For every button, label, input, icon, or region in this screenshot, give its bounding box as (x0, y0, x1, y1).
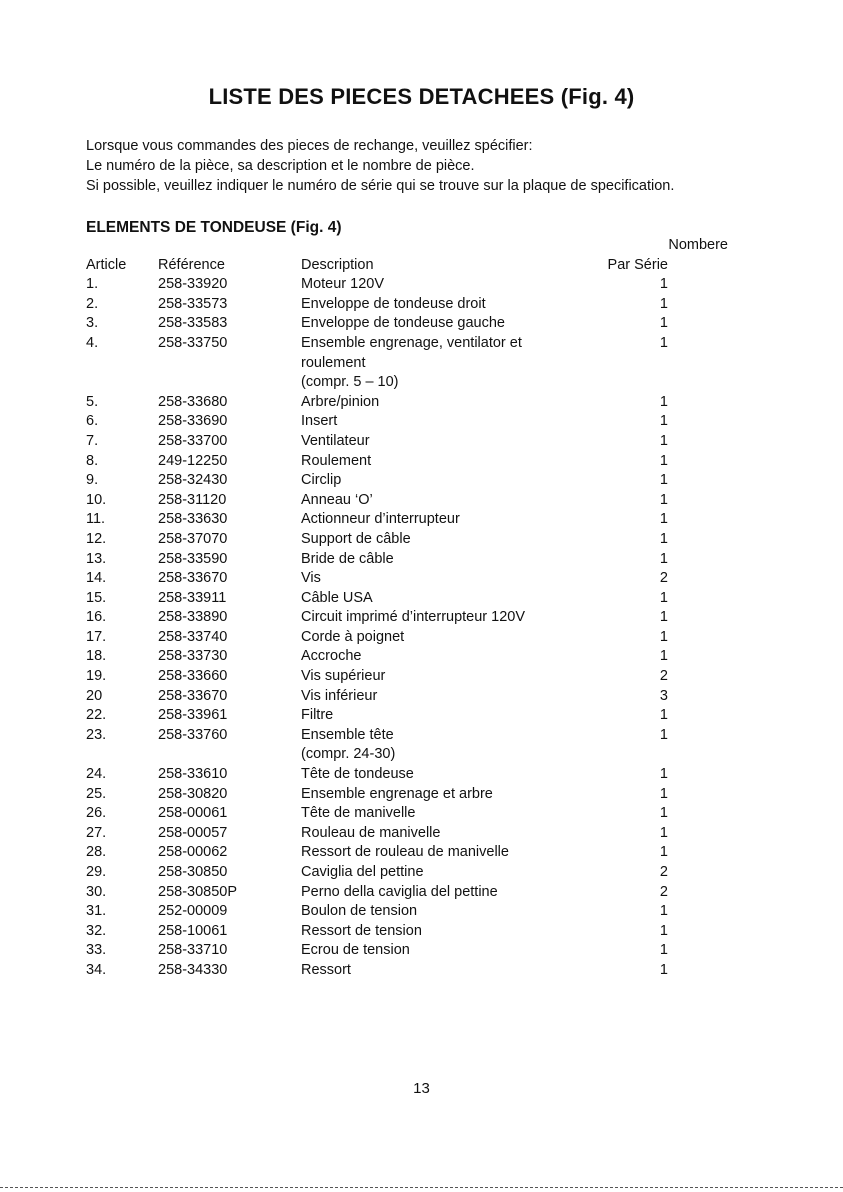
description-line: (compr. 5 – 10) (301, 374, 399, 391)
reference-number: 258-33730 (158, 648, 228, 665)
reference-number: 258-33920 (158, 276, 228, 293)
description-line: Tête de tondeuse (301, 766, 414, 783)
part-description (301, 589, 563, 609)
quantity: 1 (659, 413, 668, 430)
part-description (301, 530, 563, 550)
article-number: 33. (86, 942, 107, 959)
table-row (86, 922, 746, 942)
quantity: 1 (659, 276, 668, 293)
table-row (86, 432, 746, 452)
table-row (86, 608, 746, 628)
article-number: 24. (86, 766, 107, 783)
article-number: 1. (86, 276, 99, 293)
table-row (86, 491, 746, 511)
article-number: 30. (86, 883, 107, 900)
article-number: 20 (86, 687, 103, 704)
description-line: Vis inférieur (301, 687, 378, 704)
parts-table (86, 236, 746, 981)
table-row (86, 765, 746, 785)
article-number: 11. (86, 511, 106, 528)
table-row (86, 628, 746, 648)
table-row (86, 647, 746, 667)
article-number: 23. (86, 726, 107, 743)
quantity: 2 (659, 883, 668, 900)
part-description (301, 432, 563, 452)
table-row (86, 550, 746, 570)
part-description (301, 510, 563, 530)
description-line: Ensemble tête (301, 726, 394, 743)
description-line: Support de câble (301, 530, 411, 547)
table-row (86, 452, 746, 472)
article-number: 26. (86, 805, 107, 822)
reference-number: 258-00062 (158, 844, 228, 861)
reference-number: 258-33670 (158, 687, 228, 704)
article-number: 25. (86, 785, 107, 802)
intro-paragraph (86, 136, 786, 196)
quantity: 1 (659, 726, 668, 743)
part-description (301, 647, 563, 667)
reference-number: 258-30850P (158, 883, 238, 900)
reference-number: 258-32430 (158, 472, 228, 489)
part-description (301, 471, 563, 491)
article-number: 34. (86, 961, 107, 978)
description-line: Bride de câble (301, 550, 394, 567)
description-line: Insert (301, 413, 338, 430)
reference-number: 258-30820 (158, 785, 228, 802)
quantity: 1 (659, 432, 668, 449)
reference-number: 258-33710 (158, 942, 228, 959)
part-description (301, 334, 563, 393)
page-number: 13 (413, 1080, 430, 1097)
quantity: 1 (659, 550, 668, 567)
description-line: Tête de manivelle (301, 805, 416, 822)
article-number: 9. (86, 472, 99, 489)
quantity: 1 (659, 472, 668, 489)
part-description (301, 452, 563, 472)
part-description (301, 667, 563, 687)
reference-number: 258-33690 (158, 413, 228, 430)
description-line: Roulement (301, 452, 372, 469)
article-number: 19. (86, 668, 107, 685)
article-number: 18. (86, 648, 107, 665)
part-description (301, 491, 563, 511)
description-line: Accroche (301, 648, 362, 665)
reference-number: 258-33670 (158, 570, 228, 587)
part-description (301, 295, 563, 315)
reference-number: 258-00061 (158, 805, 228, 822)
article-number: 17. (86, 628, 107, 645)
article-number: 28. (86, 844, 107, 861)
table-row (86, 667, 746, 687)
description-line: Boulon de tension (301, 903, 418, 920)
quantity: 1 (659, 295, 668, 312)
header-quantity: Par Série (607, 256, 668, 273)
description-line: Enveloppe de tondeuse gauche (301, 315, 505, 332)
part-description (301, 706, 563, 726)
reference-number: 258-00057 (158, 824, 228, 841)
article-number: 2. (86, 295, 99, 312)
article-number: 3. (86, 315, 99, 332)
part-description (301, 961, 563, 981)
quantity: 1 (659, 609, 668, 626)
article-number: 14. (86, 570, 107, 587)
table-row (86, 687, 746, 707)
quantity: 1 (659, 824, 668, 841)
table-row (86, 726, 746, 765)
part-description (301, 902, 563, 922)
description-line: (compr. 24-30) (301, 746, 396, 763)
table-row (86, 393, 746, 413)
quantity: 2 (659, 570, 668, 587)
table-row (86, 569, 746, 589)
table-row (86, 824, 746, 844)
table-row (86, 530, 746, 550)
table-row (86, 314, 746, 334)
description-line: Anneau ‘O’ (301, 491, 373, 508)
quantity: 1 (659, 452, 668, 469)
table-row (86, 295, 746, 315)
reference-number: 258-33890 (158, 609, 228, 626)
article-number: 8. (86, 452, 99, 469)
reference-number: 258-33760 (158, 726, 228, 743)
description-line: Ventilateur (301, 432, 370, 449)
table-row (86, 706, 746, 726)
quantity: 1 (659, 530, 668, 547)
part-description (301, 883, 563, 903)
article-number: 10. (86, 491, 107, 508)
table-row (86, 510, 746, 530)
description-line: Corde à poignet (301, 628, 405, 645)
table-row (86, 941, 746, 961)
header-description: Description (301, 256, 374, 273)
description-line: Perno della caviglia del pettine (301, 883, 498, 900)
intro-line: Le numéro de la pièce, sa description et le nombre de pièce. (86, 158, 475, 174)
quantity: 3 (659, 687, 668, 704)
table-row (86, 804, 746, 824)
description-line: Ensemble engrenage, ventilator et (301, 334, 522, 351)
quantity: 1 (659, 511, 668, 528)
part-description (301, 393, 563, 413)
article-number: 32. (86, 922, 107, 939)
quantity: 1 (659, 393, 668, 410)
part-description (301, 608, 563, 628)
reference-number: 258-33590 (158, 550, 228, 567)
section-title: ELEMENTS DE TONDEUSE (Fig. 4) (86, 219, 342, 236)
article-number: 7. (86, 432, 99, 449)
part-description (301, 412, 563, 432)
reference-number: 258-34330 (158, 961, 228, 978)
reference-number: 258-33630 (158, 511, 228, 528)
reference-number: 258-10061 (158, 922, 228, 939)
description-line: Ressort de rouleau de manivelle (301, 844, 509, 861)
quantity: 1 (659, 766, 668, 783)
reference-number: 258-33583 (158, 315, 228, 332)
part-description (301, 863, 563, 883)
article-number: 4. (86, 334, 99, 351)
part-description (301, 550, 563, 570)
quantity: 1 (659, 805, 668, 822)
description-line: Circlip (301, 472, 342, 489)
header-article: Article (86, 256, 127, 273)
reference-number: 258-31120 (158, 491, 227, 508)
reference-number: 258-33573 (158, 295, 228, 312)
table-row (86, 589, 746, 609)
description-line: Rouleau de manivelle (301, 824, 441, 841)
quantity: 1 (659, 589, 668, 606)
table-header-top (86, 236, 746, 256)
quantity: 1 (659, 315, 668, 332)
description-line: Caviglia del pettine (301, 864, 424, 880)
table-row (86, 334, 746, 393)
quantity: 1 (659, 961, 668, 978)
table-row (86, 961, 746, 981)
quantity: 1 (659, 903, 668, 920)
part-description (301, 628, 563, 648)
header-reference: Référence (158, 256, 225, 273)
quantity: 1 (659, 491, 668, 508)
table-row (86, 883, 746, 903)
reference-number: 258-33961 (158, 707, 228, 724)
table-row (86, 902, 746, 922)
header-quantity-top: Nombere (668, 237, 728, 253)
description-line: Circuit imprimé d’interrupteur 120V (301, 609, 526, 626)
description-line: Câble USA (301, 589, 373, 606)
table-row (86, 471, 746, 491)
table-header (86, 256, 746, 276)
description-line: Enveloppe de tondeuse droit (301, 295, 486, 312)
reference-number: 258-37070 (158, 530, 228, 547)
reference-number: 252-00009 (158, 903, 228, 920)
article-number: 15. (86, 589, 107, 606)
quantity: 2 (659, 864, 668, 880)
quantity: 1 (659, 785, 668, 802)
reference-number: 258-33610 (158, 766, 228, 783)
description-line: Vis (301, 570, 321, 587)
description-line: Ensemble engrenage et arbre (301, 785, 493, 802)
table-row (86, 863, 746, 883)
table-row (86, 843, 746, 863)
table-body (86, 275, 746, 980)
description-line: Moteur 120V (301, 276, 385, 293)
table-row (86, 275, 746, 295)
article-number: 29. (86, 864, 107, 880)
quantity: 1 (659, 334, 668, 351)
intro-line: Lorsque vous commandes des pieces de rechange, veuillez spécifier: (86, 138, 533, 154)
quantity: 2 (659, 668, 668, 685)
page-bottom-rule (0, 1187, 843, 1188)
part-description (301, 275, 563, 295)
part-description (301, 804, 563, 824)
description-line: Ressort (301, 961, 351, 978)
part-description (301, 726, 563, 765)
article-number: 5. (86, 393, 99, 410)
table-row (86, 412, 746, 432)
part-description (301, 314, 563, 334)
part-description (301, 569, 563, 589)
part-description (301, 824, 563, 844)
reference-number: 258-30850 (158, 864, 228, 880)
quantity: 1 (659, 942, 668, 959)
part-description (301, 922, 563, 942)
description-line: Vis supérieur (301, 668, 386, 685)
reference-number: 258-33740 (158, 628, 228, 645)
article-number: 22. (86, 707, 107, 724)
part-description (301, 765, 563, 785)
reference-number: 258-33750 (158, 334, 228, 351)
description-line: roulement (301, 354, 366, 371)
description-line: Ressort de tension (301, 922, 422, 939)
quantity: 1 (659, 628, 668, 645)
quantity: 1 (659, 707, 668, 724)
article-number: 12. (86, 530, 107, 547)
description-line: Arbre/pinion (301, 393, 380, 410)
reference-number: 258-33660 (158, 668, 228, 685)
quantity: 1 (659, 648, 668, 665)
table-row (86, 785, 746, 805)
description-line: Actionneur d’interrupteur (301, 511, 460, 528)
part-description (301, 941, 563, 961)
article-number: 6. (86, 413, 99, 430)
reference-number: 258-33680 (158, 393, 228, 410)
intro-line: Si possible, veuillez indiquer le numéro de série qui se trouve sur la plaque de specification. (86, 178, 675, 194)
reference-number: 249-12250 (158, 452, 228, 469)
article-number: 31. (86, 903, 107, 920)
article-number: 13. (86, 550, 107, 567)
description-line: Ecrou de tension (301, 942, 410, 959)
quantity: 1 (659, 922, 668, 939)
part-description (301, 843, 563, 863)
page-title: LISTE DES PIECES DETACHEES (Fig. 4) (208, 84, 635, 109)
quantity: 1 (659, 844, 668, 861)
part-description (301, 785, 563, 805)
part-description (301, 687, 563, 707)
description-line: Filtre (301, 707, 334, 724)
article-number: 27. (86, 824, 107, 841)
reference-number: 258-33911 (158, 589, 227, 606)
reference-number: 258-33700 (158, 432, 228, 449)
article-number: 16. (86, 609, 107, 626)
